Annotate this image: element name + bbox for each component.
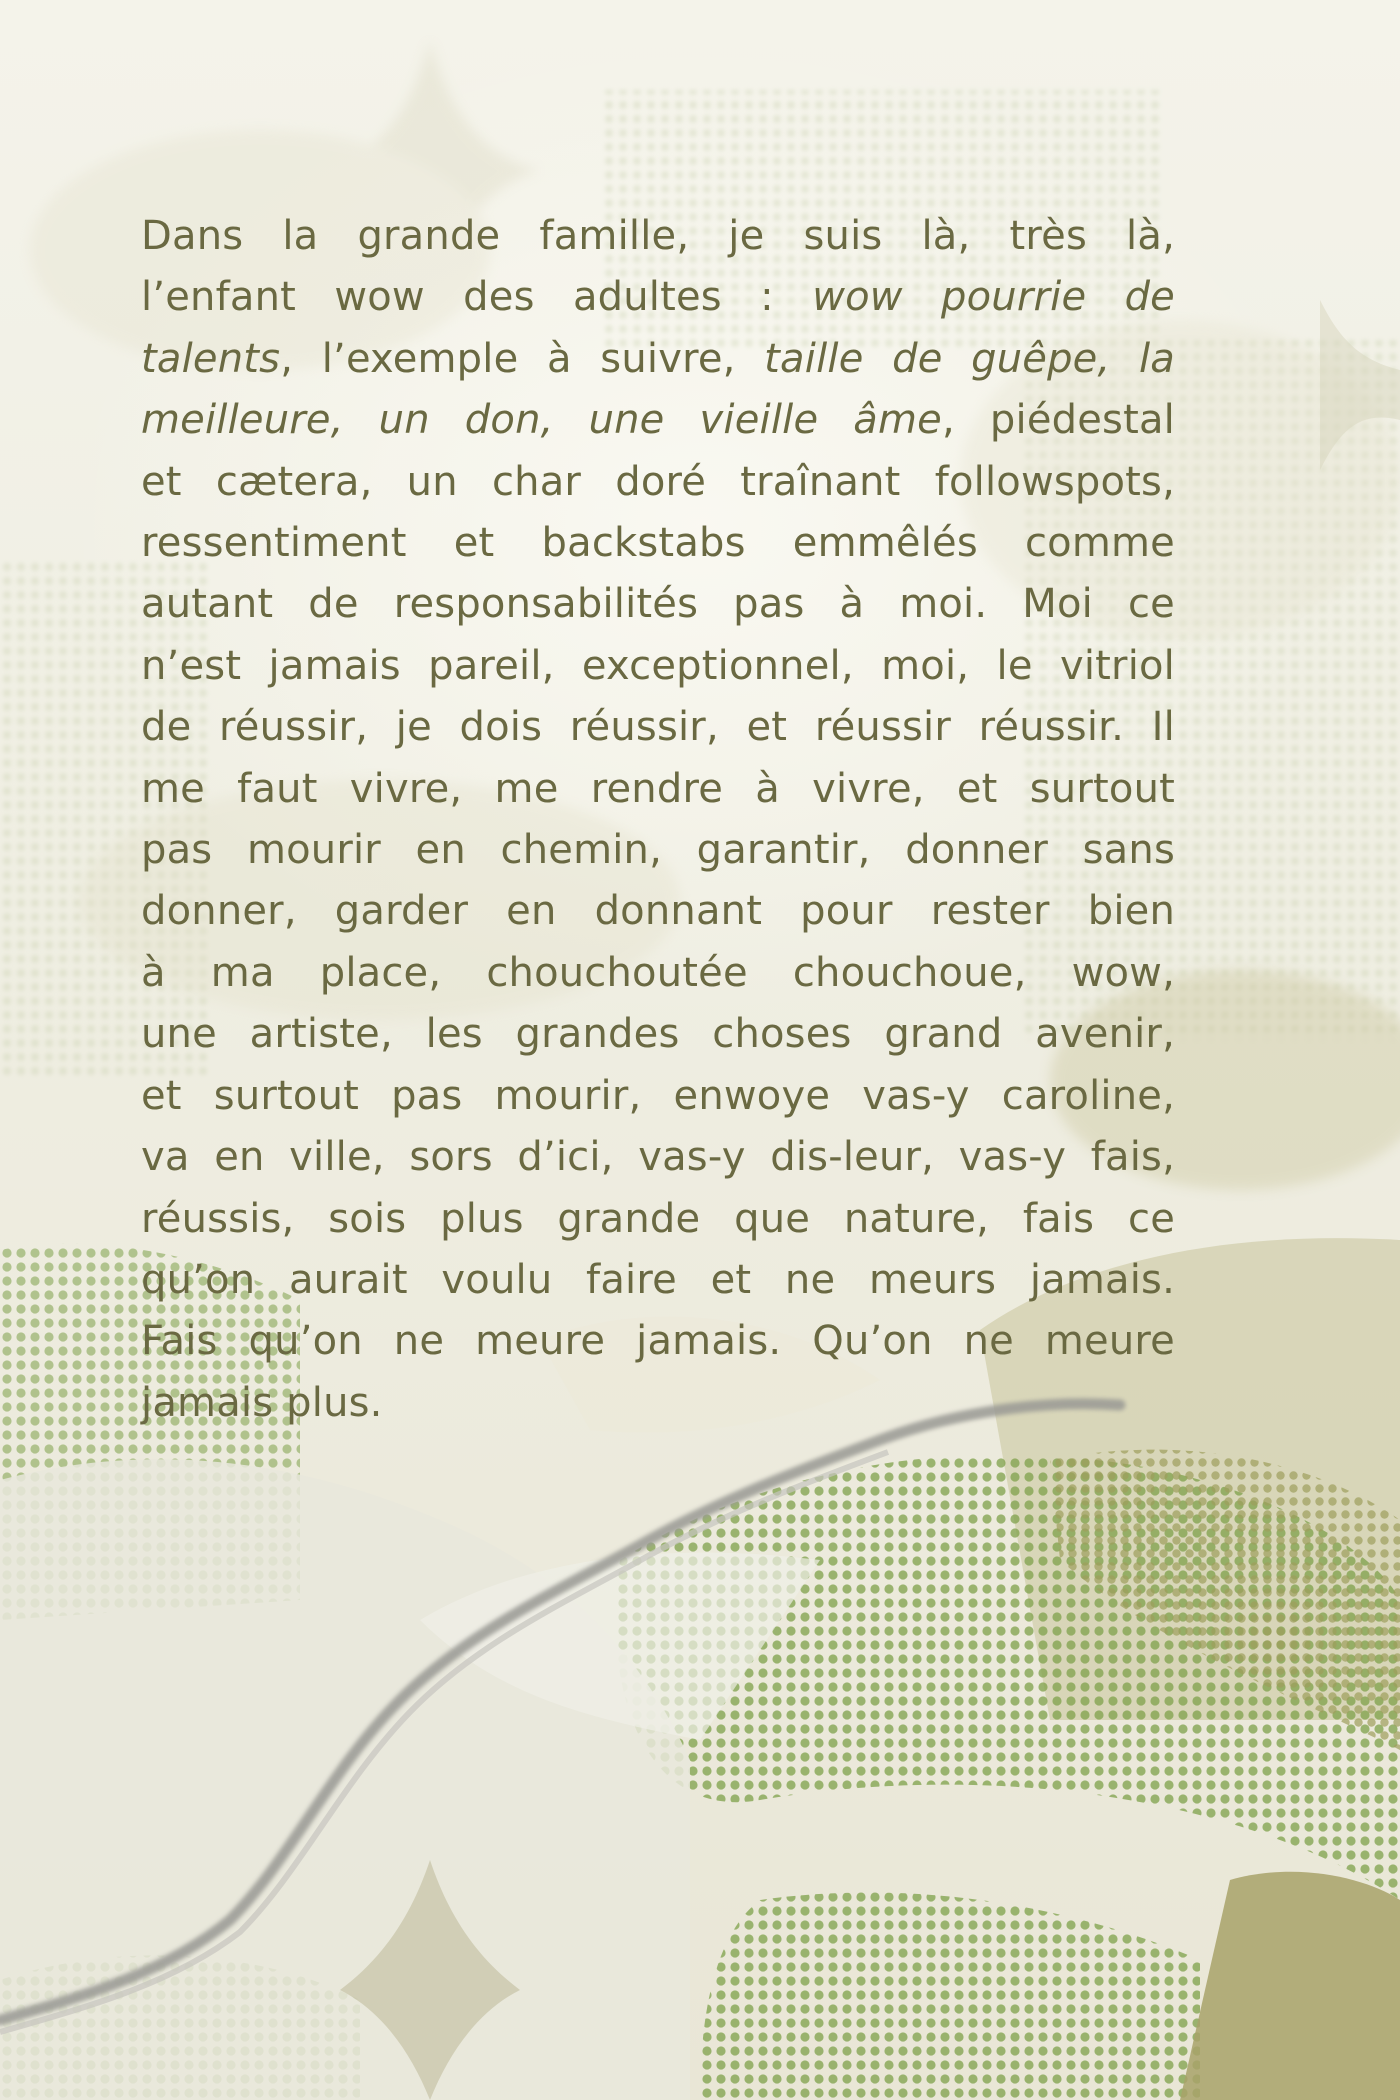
poem-line: [141, 574, 1175, 635]
poem-segment: Dans la grande famille, je suis là, très là,: [141, 213, 1175, 259]
poem-italic-segment: meilleure, un don, une vieille âme: [141, 397, 942, 444]
poem-line: [141, 820, 1175, 881]
poem-line: [141, 943, 1175, 1004]
poem-segment: n’est jamais pareil, exceptionnel, moi, le vitriol: [141, 642, 1175, 689]
poem-segment: Fais qu’on ne meure jamais. Qu’on ne meure: [141, 1318, 1175, 1365]
poem-segment: pas mourir en chemin, garantir, donner sans: [141, 827, 1175, 874]
poem-segment: l’enfant wow des adultes :: [141, 274, 813, 321]
poem-line: [141, 1127, 1175, 1188]
poem-segment: autant de responsabilités pas à moi. Moi ce: [141, 581, 1175, 628]
poem-segment: qu’on aurait voulu faire et ne meurs jamais.: [141, 1256, 1175, 1303]
poem-line: [141, 1250, 1175, 1311]
poem-segment: me faut vivre, me rendre à vivre, et surtout: [141, 765, 1175, 812]
poem-line: [141, 1373, 1175, 1434]
poem-segment: ressentiment et backstabs emmêlés comme: [141, 520, 1175, 567]
poem-segment: va en ville, sors d’ici, vas-y dis-leur, vas-y fais,: [141, 1134, 1175, 1181]
poem-segment: et surtout pas mourir, enwoye vas-y caroline,: [141, 1072, 1175, 1119]
poem-text: [141, 206, 1175, 1434]
poem-line: [141, 1004, 1175, 1065]
poem-line: [141, 452, 1175, 513]
poem-segment: une artiste, les grandes choses grand avenir,: [141, 1011, 1175, 1058]
poem-line: [141, 267, 1175, 328]
poem-segment: jamais plus.: [141, 1379, 383, 1426]
poem-line: [141, 206, 1175, 267]
poem-line: [141, 759, 1175, 820]
poem-segment: de réussir, je dois réussir, et réussir réussir. Il: [141, 704, 1175, 751]
poem-italic-segment: talents: [141, 335, 281, 382]
poem-line: [141, 1189, 1175, 1250]
poem-line: [141, 329, 1175, 390]
poem-line: [141, 1311, 1175, 1372]
poem-italic-segment: wow pourrie de: [812, 274, 1175, 321]
poem-line: [141, 697, 1175, 758]
poem-segment: réussis, sois plus grande que nature, fais ce: [141, 1195, 1175, 1242]
poem-segment: donner, garder en donnant pour rester bien: [141, 888, 1175, 935]
poem-line: [141, 1066, 1175, 1127]
poem-line: [141, 513, 1175, 574]
poem-segment: , l’exemple à suivre,: [280, 335, 765, 382]
poem-line: [141, 390, 1175, 451]
poem-italic-segment: taille de guêpe, la: [764, 335, 1176, 382]
poem-segment: et cætera, un char doré traînant followspots,: [141, 458, 1175, 505]
poem-line: [141, 881, 1175, 942]
poem-segment: , piédestal: [941, 397, 1175, 444]
poem-segment: à ma place, chouchoutée chouchoue, wow,: [141, 949, 1175, 996]
poem-line: [141, 636, 1175, 697]
